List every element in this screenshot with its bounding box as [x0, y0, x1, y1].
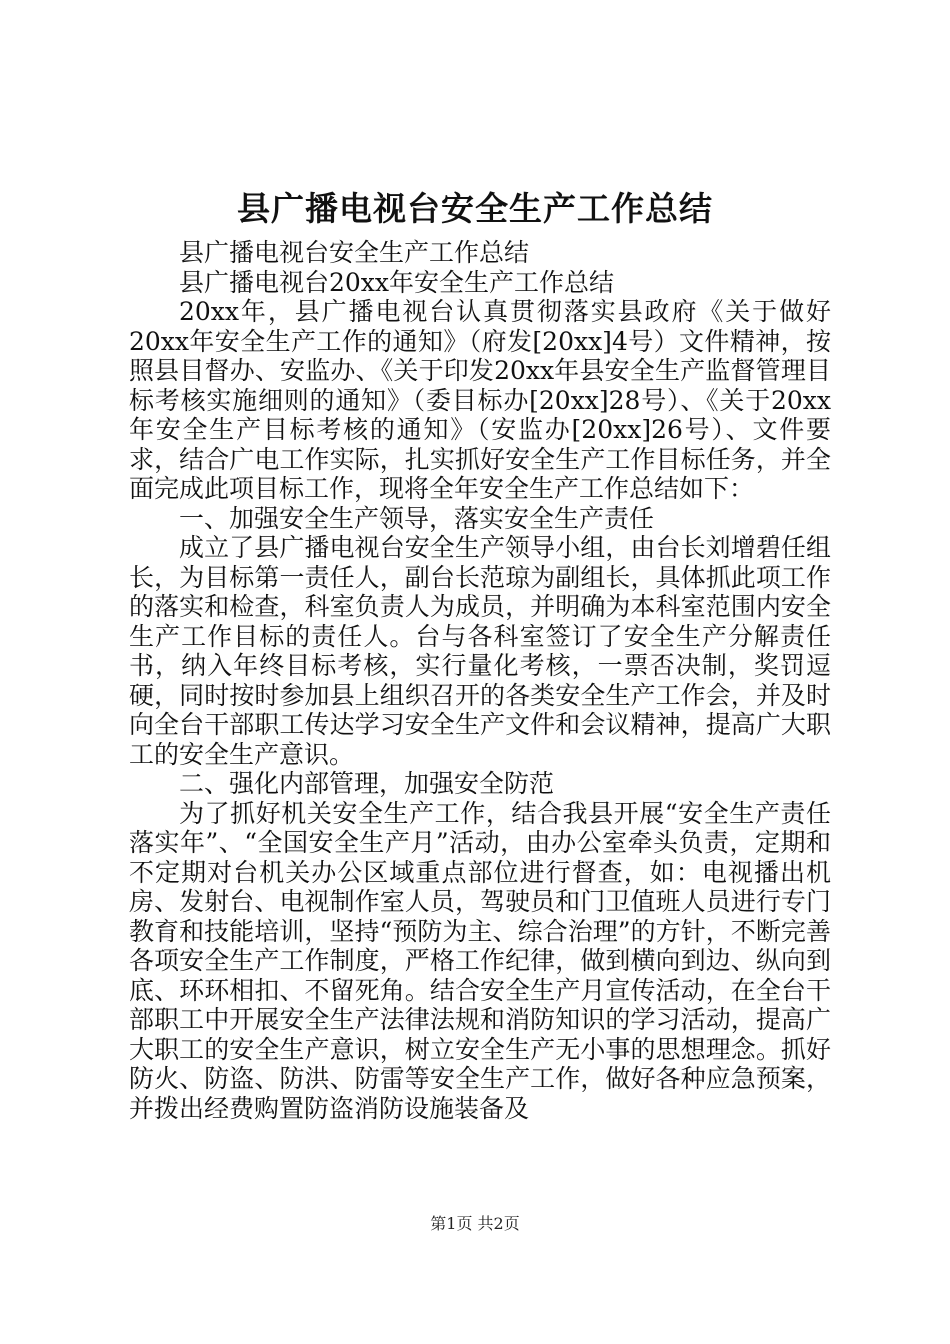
subtitle-year-paragraph: 县广播电视台20xx年安全生产工作总结	[179, 267, 615, 297]
page-footer: 第1页 共2页	[430, 1214, 520, 1233]
section-1-paragraph: 成立了县广播电视台安全生产领导小组，由台长刘增碧任组长，为目标第一责任人，副台长范琼为副组长，具体抓此项工作的落实和检查，科室负责人为成员，并明确为本科室范围内安全生产工作目标的责任人。台与各科室签订了安全生产分解责任书，纳入年终目标考核，实行量化考核，一票否决制，奖罚逗硬，同时按时参加县上组织召开的各类安全生产工作会，并及时向全台干部职工传达学习安全生产文件和会议精神，提高广大职工的安全生产意识。	[129, 533, 831, 769]
section-2-paragraph: 为了抓好机关安全生产工作，结合我县开展“安全生产责任落实年”、“全国安全生产月”活动，由办公室牵头负责，定期和不定期对台机关办公区域重点部位进行督查，如：电视播出机房、发射台、电视制作室人员，驾驶员和门卫值班人员进行专门教育和技能培训，坚持“预防为主、综合治理”的方针，不断完善各项安全生产工作制度，严格工作纪律，做到横向到边、纵向到底、环环相扣、不留死角。结合安全生产月宣传活动，在全台干部职工中开展安全生产法律法规和消防知识的学习活动，提高广大职工的安全生产意识，树立安全生产无小事的思想理念。抓好防火、防盗、防洪、防雷等安全生产工作，做好各种应急预案，并拨出经费购置防盗消防设施装备及	[129, 798, 831, 1123]
subtitle-paragraph: 县广播电视台安全生产工作总结	[179, 238, 530, 267]
intro-paragraph: 20xx年，县广播电视台认真贯彻落实县政府《关于做好20xx年安全生产工作的通知》（府发[20xx]4号）文件精神，按照县目督办、安监办、《关于印发20xx年县安全生产监督管理目标考核实施细则的通知》（委目标办[20xx]28号）、《关于20xx年安全生产目标考核的通知》（安监办[20xx]26号）、文件要求，结合广电工作实际，扎实抓好安全生产工作目标任务，并全面完成此项目标工作，现将全年安全生产工作总结如下：	[129, 297, 831, 503]
document-body	[129, 238, 831, 1123]
section-heading-1: 一、加强安全生产领导，落实安全生产责任	[179, 503, 655, 533]
section-heading-2: 二、强化内部管理，加强安全防范	[179, 769, 555, 798]
document-title: 县广播电视台安全生产工作总结	[237, 189, 713, 228]
